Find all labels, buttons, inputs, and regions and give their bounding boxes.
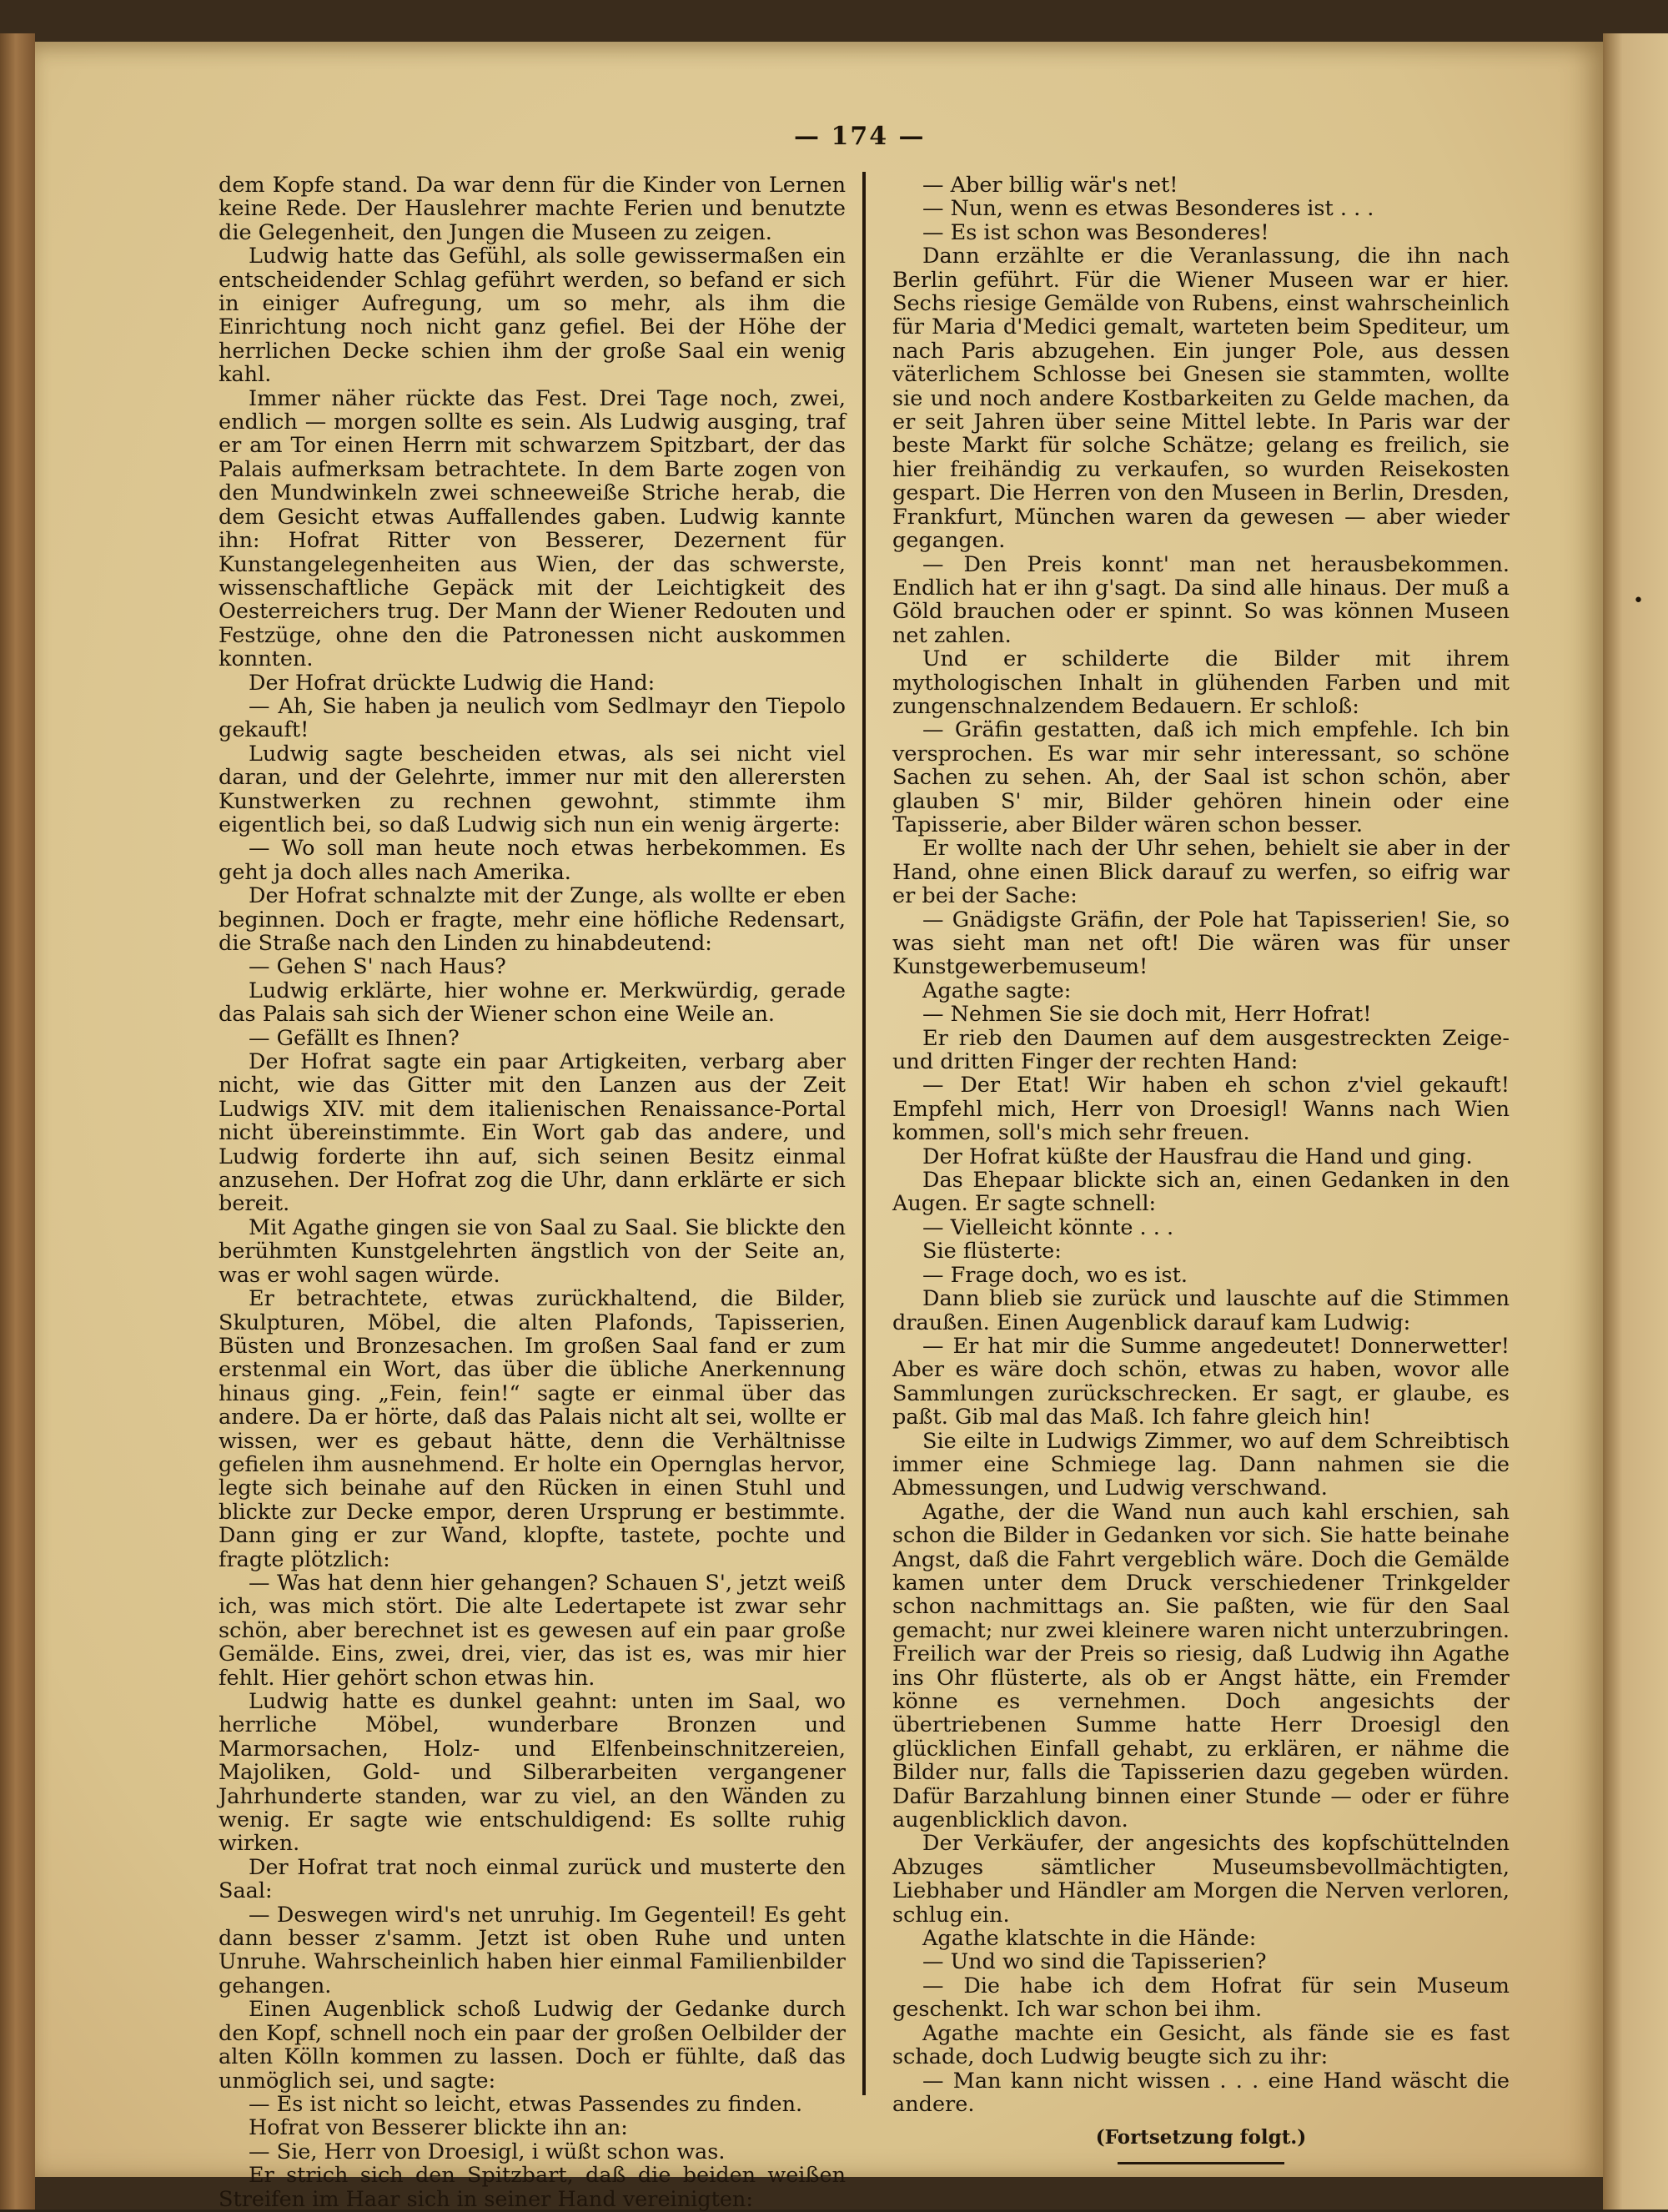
paragraph: — Sie, Herr von Droesigl, i wüßt schon was. [249,2139,726,2164]
paragraph: Agathe klatschte in die Hände: [922,1926,1257,1952]
paragraph: — Gefällt es Ihnen? [249,1025,460,1051]
paragraph: Er wollte nach der Uhr sehen, behielt sie aber in der Hand, ohne einen Blick darauf zu werfen, so eifrig war er bei der Sache: [892,836,1510,909]
paragraph: — Ah, Sie haben ja neulich vom Sedlmayr den Tiepolo gekauft! [219,693,846,743]
paragraph: — Nun, wenn es etwas Besonderes ist . . . [922,196,1374,222]
paragraph: Der Hofrat sagte ein paar Artigkeiten, verbarg aber nicht, wie das Gitter mit den Lanzen aus der Zeit Ludwigs XIV. mit dem italienischen Renaissance-Portal nicht übereinstimmte. Ein Wort gab das andere, und Ludwig forderte ihn auf, sich seinen Besitz einmal anzusehen. Der Hofrat zog die Uhr, dann erklärte er sich bereit. [219,1049,846,1217]
paragraph: Agathe, der die Wand nun auch kahl erschien, sah schon die Bilder in Gedanken vor sich. Sie hatte beinahe Angst, daß die Fahrt vergeblich wäre. Doch die Gemälde kamen unter dem Druck verschiedener Trinkgelder schon nachmittags an. Sie paßten, wie für den Saal gemacht; nur zwei kleinere waren nicht unterzubringen. Freilich war der Preis so riesig, daß Ludwig ihn Agathe ins Ohr flüsterte, als ob er Angst hätte, ein Fremder könne es vernehmen. Doch angesichts der übertriebenen Summe hatte Herr Droesigl den glücklichen Einfall gehabt, zu erklären, er nähme die Bilder nur, falls die Tapisserien dazu gegeben würden. Dafür Barzahlung binnen einer Stunde — oder er führe augenblicklich davon. [892,1499,1510,1833]
paragraph: — Gnädigste Gräfin, der Pole hat Tapisserien! Sie, so was sieht man net oft! Die wären was für unser Kunstgewerbemuseum! [892,907,1510,980]
paragraph: — Es ist schon was Besonderes! [922,219,1269,245]
paragraph: Der Hofrat küßte der Hausfrau die Hand und ging. [922,1144,1473,1169]
paragraph: — Man kann nicht wissen . . . eine Hand wäscht die andere. [892,2068,1510,2117]
right-text-column [892,173,1510,2164]
paragraph: — Er hat mir die Summe angedeutet! Donnerwetter! Aber es wäre doch schön, etwas zu haben, wovor alle Sammlungen zurückschrecken. Er sagt, er glaube, es paßt. Gib mal das Maß. Ich fahre gleich hin! [892,1333,1510,1430]
left-text-column [219,173,846,2211]
paragraph: — Den Preis konnt' man net herausbekommen. Endlich hat er ihn g'sagt. Da sind alle hinaus. Der muß a Göld brauchen oder er spinnt. So was können Museen net zahlen. [892,551,1510,648]
paragraph: Ludwig hatte es dunkel geahnt: unten im Saal, wo herrliche Möbel, wunderbare Bronzen und Marmorsachen, Holz- und Elfenbeinschnitzereien, Majoliken, Gold- und Silberarbeiten vergangener Jahrhunderte standen, war zu viel, an den Wänden zu wenig. Er sagte wie entschuldigend: Es sollte ruhig wirken. [219,1689,846,1857]
paragraph: Das Ehepaar blickte sich an, einen Gedanken in den Augen. Er sagte schnell: [892,1168,1510,1217]
paragraph: Agathe machte ein Gesicht, als fände sie es fast schade, doch Ludwig beugte sich zu ihr: [892,2020,1510,2070]
end-rule [1118,2162,1284,2164]
paragraph: Der Verkäufer, der angesichts des kopfschüttelnden Abzuges sämtlicher Museumsbevollmächtigten, Liebhaber und Händler am Morgen die Nerven verloren, schlug ein. [892,1831,1510,1928]
paragraph: Einen Augenblick schoß Ludwig der Gedanke durch den Kopf, schnell noch ein paar der großen Oelbilder der alten Kölln kommen zu lassen. Doch er fühlte, daß das unmöglich sei, und sagte: [219,1997,846,2094]
page-number: — 174 — [794,122,926,151]
paragraph: — Was hat denn hier gehangen? Schauen S', jetzt weiß ich, was mich stört. Die alte Ledertapete ist zwar sehr schön, aber berechnet ist es gewesen auf ein paar große Gemälde. Eins, zwei, drei, vier, das ist es, was mir hier fehlt. Hier gehört schon etwas hin. [219,1570,846,1691]
book-binding-edge [0,33,35,2209]
paragraph: Ludwig hatte das Gefühl, als solle gewissermaßen ein entscheidender Schlag geführt werden, so befand er sich in einiger Aufregung, um so mehr, als ihm die Einrichtung noch nicht ganz gefiel. Bei der Höhe der herrlichen Decke schien ihm der große Saal ein wenig kahl. [219,244,846,388]
paragraph: — Vielleicht könnte . . . [922,1214,1174,1240]
paragraph: — Deswegen wird's net unruhig. Im Gegenteil! Es geht dann besser z'samm. Jetzt ist oben Ruhe und unten Unruhe. Wahrscheinlich haben hier einmal Familienbilder gehangen. [219,1902,846,1998]
paragraph: Der Hofrat drückte Ludwig die Hand: [249,670,656,696]
paragraph: Mit Agathe gingen sie von Saal zu Saal. Sie blickte den berühmten Kunstgelehrten ängstlich von der Seite an, was er wohl sagen würde. [219,1214,846,1288]
paragraph: — Der Etat! Wir haben eh schon z'viel gekauft! Empfehl mich, Herr von Droesigl! Wanns nach Wien kommen, soll's mich sehr freuen. [892,1073,1510,1146]
paragraph: — Aber billig wär's net! [922,173,1178,198]
paragraph: Und er schilderte die Bilder mit ihrem mythologischen Inhalt in glühenden Farben und mit zungenschnalzendem Bedauern. Er schloß: [892,646,1510,719]
paragraph: Sie flüsterte: [922,1239,1062,1264]
paragraph: Ludwig erklärte, hier wohne er. Merkwürdig, gerade das Palais sah sich der Wiener schon eine Weile an. [219,978,846,1028]
paragraph: Agathe sagte: [922,978,1072,1003]
column-divider [862,172,866,2095]
paragraph: Dann erzählte er die Veranlassung, die ihn nach Berlin geführt. Für die Wiener Museen war er hier. Sechs riesige Gemälde von Rubens, einst wahrscheinlich für Maria d'Medici gemalt, warteten beim Spediteur, um nach Paris abzugehen. Ein junger Pole, aus dessen väterlichem Schlosse bei Gnesen sie stammten, wollte sie und noch andere Kostbarkeiten zu Gelde machen, da er seit Jahren über seine Mittel lebte. In Paris war der beste Markt für solche Schätze; gelang es freilich, sie hier freihändig zu verkaufen, so wurden Reisekosten gespart. Die Herren von den Museen in Berlin, Dresden, Frankfurt, München waren da gewesen — aber wieder gegangen. [892,244,1510,554]
paragraph: Er betrachtete, etwas zurückhaltend, die Bilder, Skulpturen, Möbel, die alten Plafonds, Tapisserien, Büsten und Bronzesachen. Im großen Saal fand er zum erstenmal ein Wort, das über die übliche Anerkennung hinaus ging. „Fein, fein!“ sagte er einmal über das andere. Da er hörte, daß das Palais nicht alt sei, wollte er wissen, wer es gebaut hätte, denn die Verhältnisse gefielen ihm ausnehmend. Er holte ein Opernglas hervor, legte sich beinahe auf den Rücken in einen Stuhl und blickte zur Decke empor, deren Ursprung er bestimmte. Dann ging er zur Wand, klopfte, tastete, pochte und fragte plötzlich: [219,1286,846,1572]
paragraph: Dann blieb sie zurück und lauschte auf die Stimmen draußen. Einen Augenblick darauf kam Ludwig: [892,1286,1510,1335]
paragraph: — Es ist nicht so leicht, etwas Passendes zu finden. [249,2091,803,2117]
paragraph: — Die habe ich dem Hofrat für sein Museum geschenkt. Ich war schon bei ihm. [892,1973,1510,2023]
paragraph: dem Kopfe stand. Da war denn für die Kinder von Lernen keine Rede. Der Hauslehrer machte Ferien und benutzte die Gelegenheit, den Jungen die Museen zu zeigen. [219,173,846,245]
paragraph: Hofrat von Besserer blickte ihn an: [249,2115,628,2141]
paragraph: Er strich sich den Spitzbart, daß die beiden weißen Streifen im Haar sich in seiner Hand vereinigten: [219,2163,846,2212]
paragraph: — Frage doch, wo es ist. [922,1262,1188,1288]
paragraph: — Und wo sind die Tapisserien? [922,1949,1267,1975]
paragraph: Der Hofrat trat noch einmal zurück und musterte den Saal: [219,1854,846,1904]
margin-mark: • [1633,591,1644,611]
paragraph: — Nehmen Sie sie doch mit, Herr Hofrat! [922,1002,1372,1028]
paragraph: Sie eilte in Ludwigs Zimmer, wo auf dem Schreibtisch immer eine Schmiege lag. Dann nahmen sie die Abmessungen, und Ludwig verschwand. [892,1428,1510,1501]
paragraph: Immer näher rückte das Fest. Drei Tage noch, zwei, endlich — morgen sollte es sein. Als Ludwig ausging, traf er am Tor einen Herrn mit schwarzem Spitzbart, der das Palais aufmerksam betrachtete. In dem Barte zogen von den Mundwinkeln zwei schneeweiße Striche herab, die dem Gesicht etwas Auffallendes gaben. Ludwig kannte ihn: Hofrat Ritter von Besserer, Dezernent für Kunstangelegenheiten aus Wien, der das schwerste, wissenschaftliche Gepäck mit der Leichtigkeit des Oesterreichers trug. Der Mann der Wiener Redouten und Festzüge, ohne den die Patronessen nicht auskommen konnten. [219,385,846,672]
continuation-note: (Fortsetzung folgt.) [1095,2126,1307,2149]
paragraph: Ludwig sagte bescheiden etwas, als sei nicht viel daran, und der Gelehrte, immer nur mit den allerersten Kunstwerken zu rechnen gewohnt, stimmte ihm eigentlich bei, so daß Ludwig sich nun ein wenig ärgerte: [219,741,846,837]
paragraph: Der Hofrat schnalzte mit der Zunge, als wollte er eben beginnen. Doch er fragte, mehr eine höfliche Redensart, die Straße nach den Linden zu hinabdeutend: [219,883,846,956]
paragraph: — Gräfin gestatten, daß ich mich empfehle. Ich bin versprochen. Es war mir sehr interessant, so schöne Sachen zu sehen. Ah, der Saal ist schon schön, aber glauben S' mir, Bilder gehören hinein oder eine Tapisserie, aber Bilder wären schon besser. [892,717,1510,837]
paragraph: — Gehen S' nach Haus? [249,954,506,980]
paragraph: — Wo soll man heute noch etwas herbekommen. Es geht ja doch alles nach Amerika. [219,836,846,885]
next-page-edge [1603,33,1668,2209]
paragraph: Er rieb den Daumen auf dem ausgestreckten Zeige- und dritten Finger der rechten Hand: [892,1025,1510,1075]
